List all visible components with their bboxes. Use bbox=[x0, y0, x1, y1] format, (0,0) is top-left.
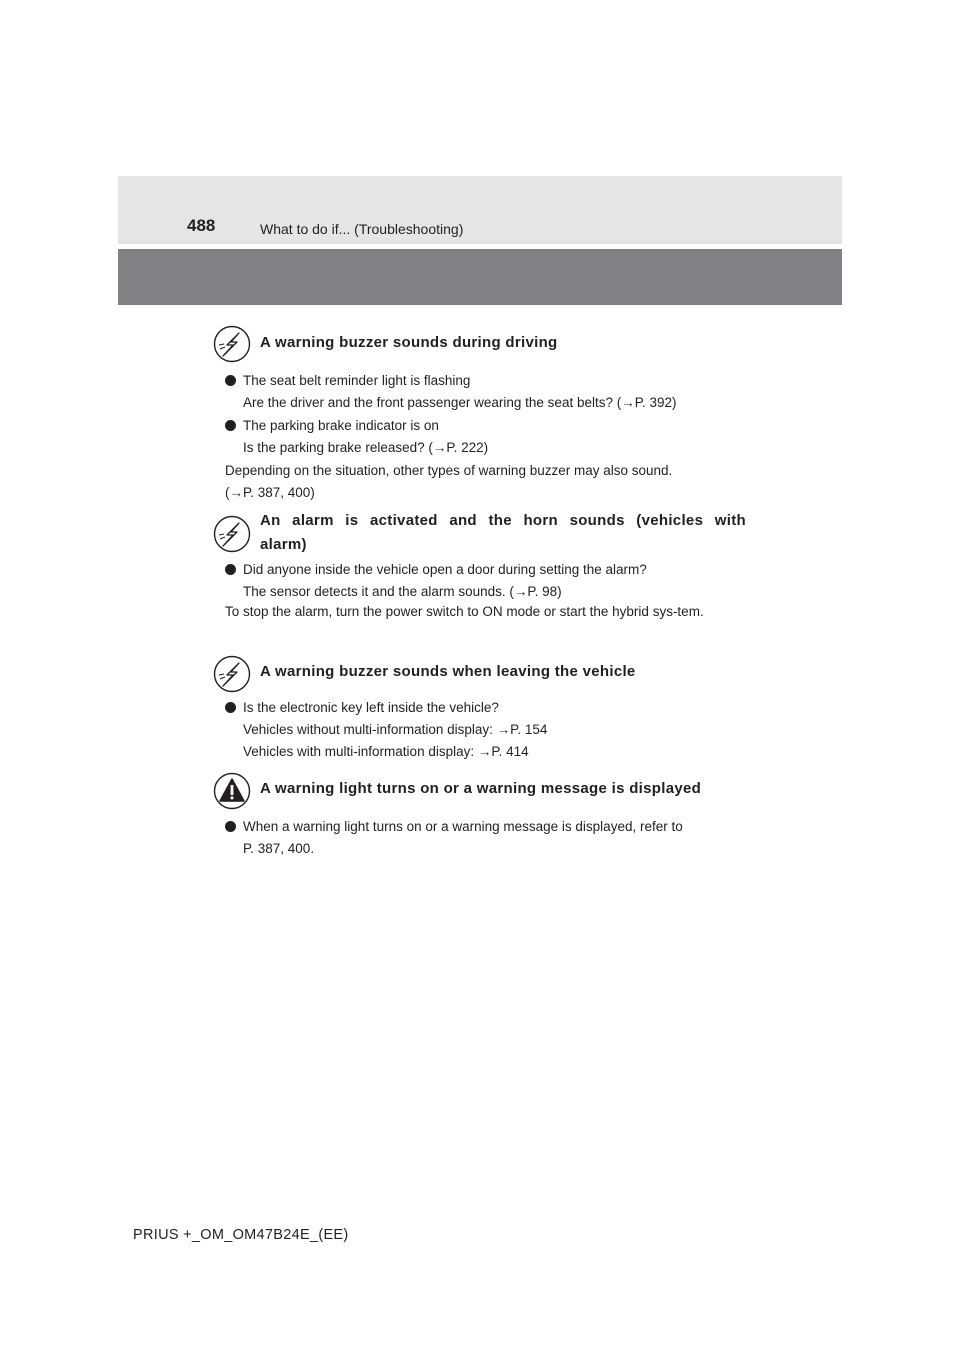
list-item bbox=[225, 415, 750, 459]
section-heading: A warning light turns on or a warning message is displayed bbox=[260, 780, 702, 797]
document-code: PRIUS +_OM_OM47B24E_(EE) bbox=[133, 1227, 349, 1243]
bullet-subtext: P. 387, 400. bbox=[243, 841, 315, 856]
lightning-icon bbox=[213, 325, 251, 363]
bullet-subtext: Is the parking brake released? (→P. 222) bbox=[243, 440, 489, 455]
bullet-subtext: Are the driver and the front passenger wearing the seat belts? (→P. 392) bbox=[243, 395, 677, 410]
note-text: To stop the alarm, turn the power switch to ON mode or start the hybrid sys-tem. bbox=[225, 604, 704, 619]
list-item bbox=[225, 697, 750, 763]
section-heading: A warning buzzer sounds during driving bbox=[260, 334, 558, 351]
page-number: 488 bbox=[187, 216, 216, 235]
bullet-subtext: Vehicles without multi-information display: →P. 154 bbox=[243, 722, 548, 737]
bullet-text: Did anyone inside the vehicle open a door during setting the alarm? bbox=[243, 562, 647, 577]
note-text bbox=[225, 460, 747, 504]
section-heading: An alarm is activated and the horn sounds (vehicles with alarm) bbox=[260, 512, 746, 553]
warning-triangle-icon bbox=[213, 772, 251, 810]
bullet-subtext: The sensor detects it and the alarm sounds. (→P. 98) bbox=[243, 584, 562, 599]
bullet-dot bbox=[225, 702, 236, 713]
lightning-icon bbox=[213, 515, 251, 553]
header-bar bbox=[118, 176, 842, 244]
list-item bbox=[225, 559, 750, 603]
header-band bbox=[118, 249, 842, 305]
note-line: (→P. 387, 400) bbox=[225, 485, 315, 500]
bullet-dot bbox=[225, 375, 236, 386]
bullet-dot bbox=[225, 420, 236, 431]
chapter-title: What to do if... (Troubleshooting) bbox=[260, 221, 464, 237]
bullet-text: When a warning light turns on or a warning message is displayed, refer to bbox=[243, 819, 683, 834]
bullet-text: The parking brake indicator is on bbox=[243, 418, 439, 433]
note-line: Depending on the situation, other types of warning buzzer may also sound. bbox=[225, 463, 673, 478]
list-item bbox=[225, 816, 750, 860]
list-item bbox=[225, 370, 750, 414]
lightning-icon bbox=[213, 655, 251, 693]
bullet-text: Is the electronic key left inside the vehicle? bbox=[243, 700, 499, 715]
bullet-text: The seat belt reminder light is flashing bbox=[243, 373, 471, 388]
bullet-subtext: Vehicles with multi-information display: →P. 414 bbox=[243, 744, 529, 759]
bullet-dot bbox=[225, 821, 236, 832]
bullet-dot bbox=[225, 564, 236, 575]
section-heading: A warning buzzer sounds when leaving the vehicle bbox=[260, 663, 636, 680]
